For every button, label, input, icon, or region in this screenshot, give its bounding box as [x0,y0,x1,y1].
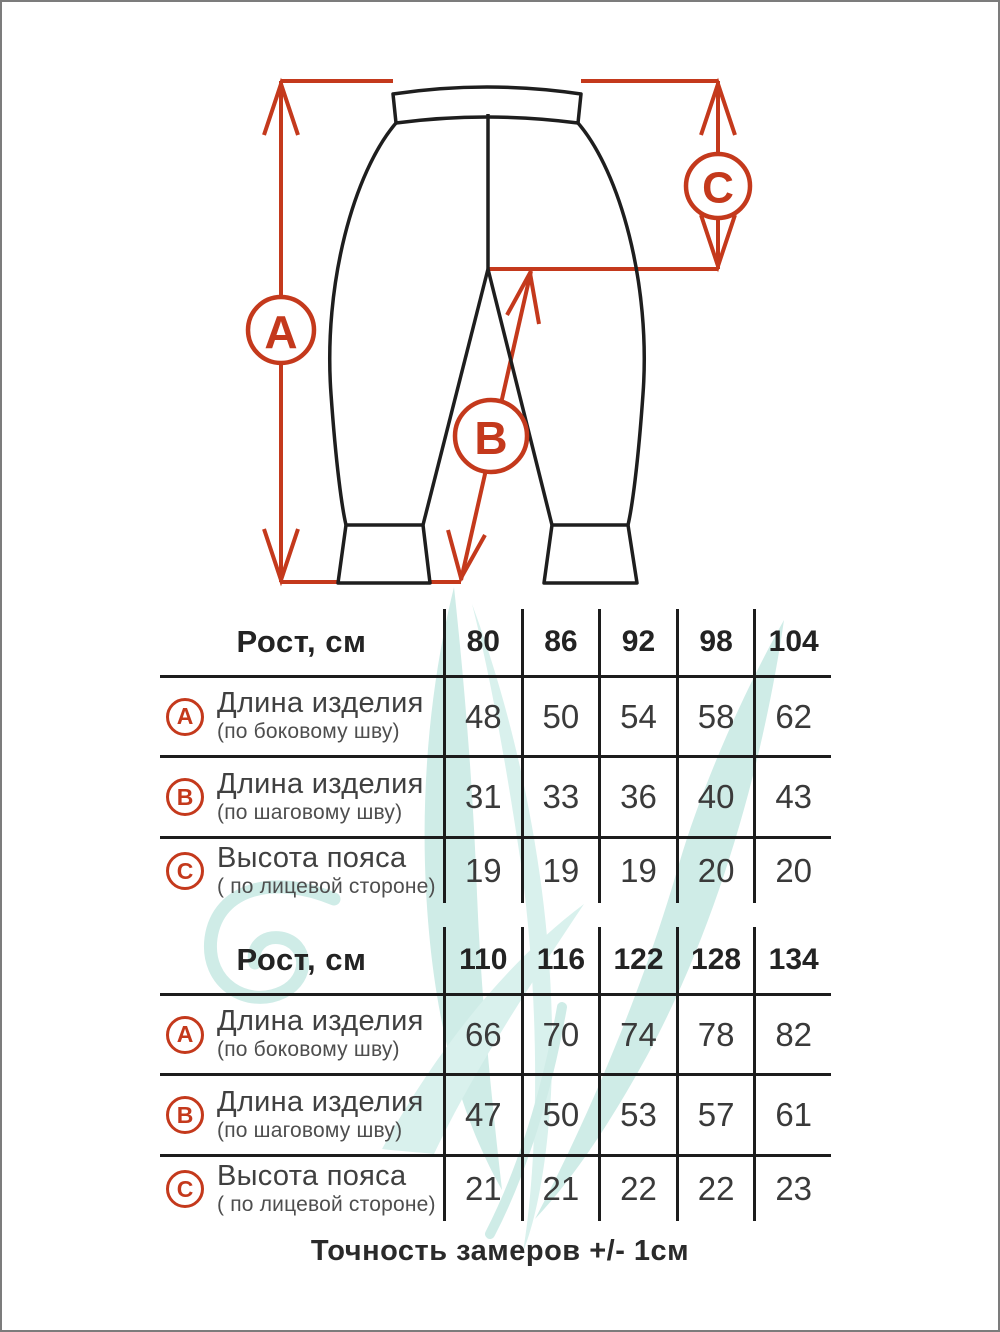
table-value-cell: 43 [753,758,831,836]
table-value-cell: 36 [598,758,676,836]
table-value-cell: 40 [676,758,754,836]
size-table-110-134 [160,927,831,1221]
table-row [160,1157,831,1221]
right-inseam [488,269,552,525]
table-value-cell: 20 [676,839,754,903]
table-value-cell: 21 [521,1157,599,1221]
column-header: 116 [521,927,599,993]
table-value-cell: 20 [753,839,831,903]
table-value-cell: 22 [676,1157,754,1221]
right-outseam [578,123,644,525]
row-marker-b: B [166,778,204,816]
row-title: Длина изделия [217,1085,424,1118]
dimension-arrowheads [264,84,735,580]
row-marker-a: A [166,698,204,736]
column-header: 86 [521,609,599,675]
row-label-cell [160,1076,443,1154]
row-title: Длина изделия [217,687,424,720]
row-label-cell [160,996,443,1073]
table-value-cell: 19 [521,839,599,903]
column-header: 122 [598,927,676,993]
column-header: 134 [753,927,831,993]
table-row [160,758,831,839]
row-title: Высота пояса [217,841,407,874]
table-value-cell: 70 [521,996,599,1073]
row-label [217,1087,424,1143]
right-cuff [544,525,637,583]
table-row [160,678,831,758]
row-subtitle: (по шаговому шву) [217,1118,403,1142]
table-value-cell: 66 [443,996,521,1073]
pants-diagram [2,2,1000,612]
table-value-cell: 50 [521,1076,599,1154]
dimension-b-label: B [474,412,508,464]
column-header: 80 [443,609,521,675]
row-label-cell [160,758,443,836]
row-marker-c: C [166,1170,204,1208]
left-inseam [423,269,488,525]
table-value-cell: 47 [443,1076,521,1154]
left-outseam [330,123,396,525]
row-marker-b: B [166,1096,204,1134]
row-label [217,1006,424,1062]
dimension-c-label: C [702,163,734,213]
table-row [160,996,831,1076]
row-label [217,1161,436,1217]
table-value-cell: 74 [598,996,676,1073]
row-subtitle: (по боковому шву) [217,1038,400,1062]
row-subtitle: (по шаговому шву) [217,800,403,824]
table-value-cell: 23 [753,1157,831,1221]
table-value-cell: 19 [598,839,676,903]
row-marker-c: C [166,852,204,890]
row-marker-a: A [166,1016,204,1054]
row-label [217,769,424,825]
table-value-cell: 61 [753,1076,831,1154]
table-value-cell: 19 [443,839,521,903]
table-value-cell: 78 [676,996,754,1073]
row-title: Высота пояса [217,1159,407,1192]
row-label-cell [160,678,443,755]
table-header-row [160,927,831,996]
table-header-row [160,609,831,678]
column-header: 104 [753,609,831,675]
table-row [160,1076,831,1157]
column-header: 128 [676,927,754,993]
height-header-label: Рост, см [236,942,367,977]
table-value-cell: 58 [676,678,754,755]
table-row [160,839,831,903]
table-value-cell: 54 [598,678,676,755]
row-title: Длина изделия [217,1005,424,1038]
row-title: Длина изделия [217,767,424,800]
row-subtitle: ( по лицевой стороне) [217,1192,436,1216]
table-value-cell: 48 [443,678,521,755]
dimension-a-label: A [264,306,298,358]
table-value-cell: 22 [598,1157,676,1221]
accuracy-note: Точность замеров +/- 1см [310,1235,690,1267]
left-cuff [338,525,430,583]
dimension-lines [281,81,718,582]
row-subtitle: ( по лицевой стороне) [217,874,436,898]
row-label-cell [160,839,443,903]
column-header: 110 [443,927,521,993]
table-value-cell: 21 [443,1157,521,1221]
column-header: 92 [598,609,676,675]
column-header: 98 [676,609,754,675]
table-value-cell: 33 [521,758,599,836]
row-subtitle: (по боковому шву) [217,720,400,744]
row-label-cell [160,1157,443,1221]
size-table-80-104 [160,609,831,903]
table-value-cell: 62 [753,678,831,755]
table-value-cell: 50 [521,678,599,755]
table-value-cell: 57 [676,1076,754,1154]
pants-outline [330,87,645,583]
table-value-cell: 82 [753,996,831,1073]
row-label [217,843,436,899]
height-header-label: Рост, см [236,624,367,659]
row-label [217,688,424,744]
table-value-cell: 53 [598,1076,676,1154]
table-value-cell: 31 [443,758,521,836]
